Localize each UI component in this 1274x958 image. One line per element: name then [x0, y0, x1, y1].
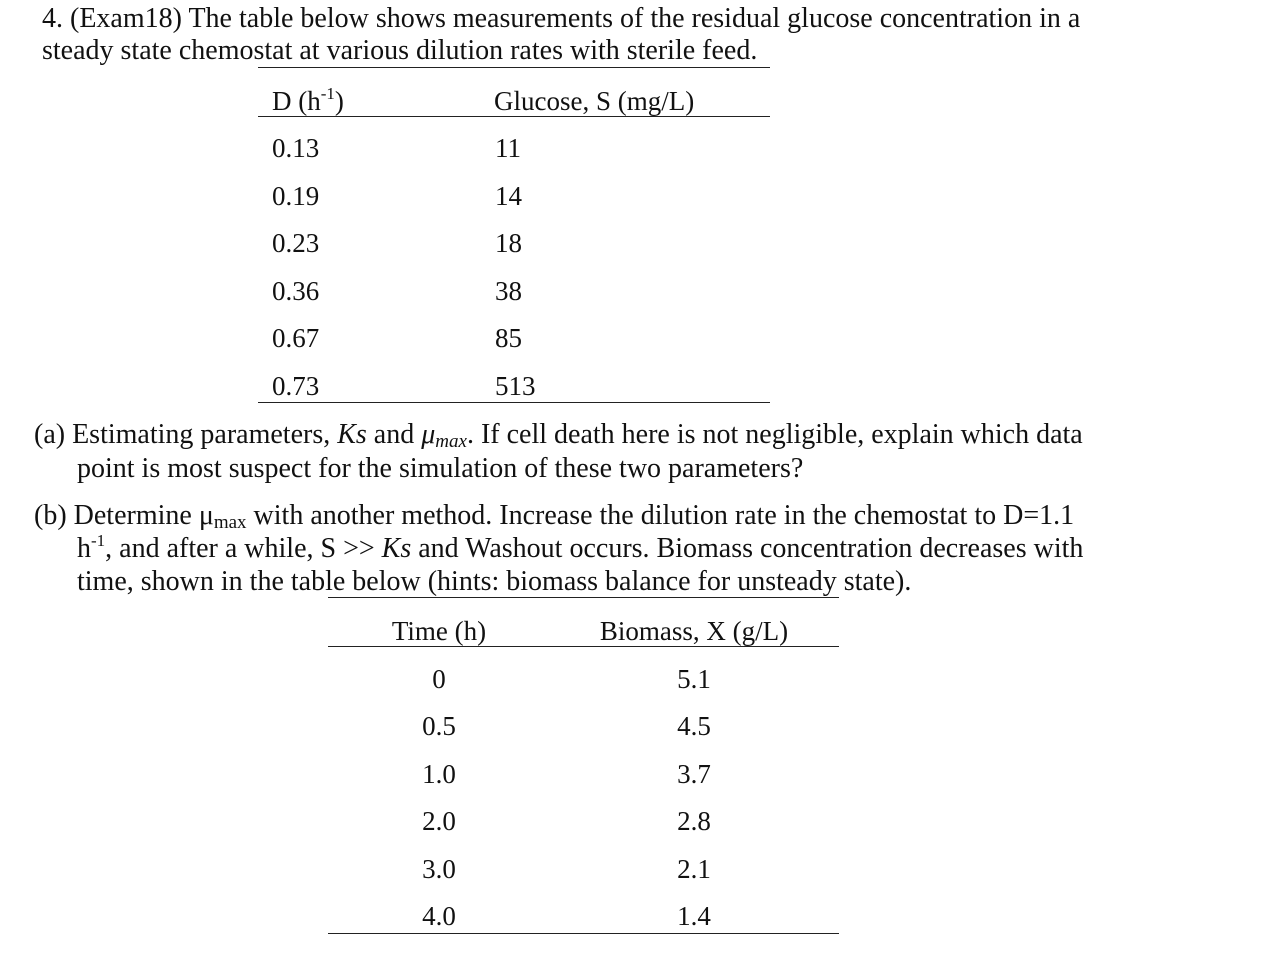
part-a-line-2: point is most suspect for the simulation of these two parameters?: [77, 453, 804, 484]
table2-header-rule: [328, 646, 839, 647]
table2-header-biomass: Biomass, X (g/L): [599, 616, 789, 646]
table2-header-time: Time (h): [391, 616, 487, 646]
table1-bottom-rule: [258, 402, 770, 403]
table2-cell-time: 4.0: [422, 901, 456, 931]
table1-cell-d: 0.36: [272, 276, 320, 306]
table1-cell-s: 38: [495, 276, 522, 306]
table1-cell-d: 0.23: [272, 228, 320, 258]
table2-cell-biomass: 1.4: [677, 901, 711, 931]
table1-cell-d: 0.67: [272, 323, 320, 353]
table1-cell-d: 0.13: [272, 133, 320, 163]
table1-cell-s: 14: [495, 181, 522, 211]
table2-cell-biomass: 3.7: [677, 759, 711, 789]
part-b-line-1: (b) Determine μmax with another method. Increase the dilution rate in the chemostat to D=1.1: [34, 500, 1075, 533]
table1-header-rule: [258, 116, 770, 117]
part-b-line-3: time, shown in the table below (hints: biomass balance for unsteady state).: [77, 566, 912, 597]
table2-cell-biomass: 4.5: [677, 711, 711, 741]
table2-cell-time: 3.0: [422, 854, 456, 884]
part-a-line-1: (a) Estimating parameters, Ks and μmax. If cell death here is not negligible, explain which data: [34, 419, 1083, 452]
table2-bottom-rule: [328, 933, 839, 934]
table2-cell-time: 0: [432, 664, 446, 694]
table1-cell-s: 18: [495, 228, 522, 258]
table1-header-d: D $(h^{-1})$: [272, 84, 344, 116]
table2-cell-biomass: 2.8: [677, 806, 711, 836]
table2-top-rule: [328, 597, 839, 598]
table2-cell-time: 0.5: [422, 711, 456, 741]
part-b-line-2: $h^{-1}$, and after a while, S >> Ks and Washout occurs. Biomass concentration decreases with: [77, 531, 1084, 564]
table2-cell-time: 1.0: [422, 759, 456, 789]
table1-cell-s: 85: [495, 323, 522, 353]
table1-top-rule: [258, 67, 770, 68]
table1-cell-s: 11: [495, 133, 521, 163]
table2-cell-biomass: 5.1: [677, 664, 711, 694]
intro-line-1: 4. (Exam18) The table below shows measurements of the residual glucose concentration in a: [42, 3, 1081, 34]
table2-cell-biomass: 2.1: [677, 854, 711, 884]
table1-header-glucose: Glucose, S (mg/L): [494, 86, 695, 116]
table1-cell-s: 513: [495, 371, 536, 401]
table2-cell-time: 2.0: [422, 806, 456, 836]
table1-cell-d: 0.19: [272, 181, 320, 211]
table1-cell-d: 0.73: [272, 371, 320, 401]
intro-line-2: steady state chemostat at various dilution rates with sterile feed.: [42, 35, 758, 66]
